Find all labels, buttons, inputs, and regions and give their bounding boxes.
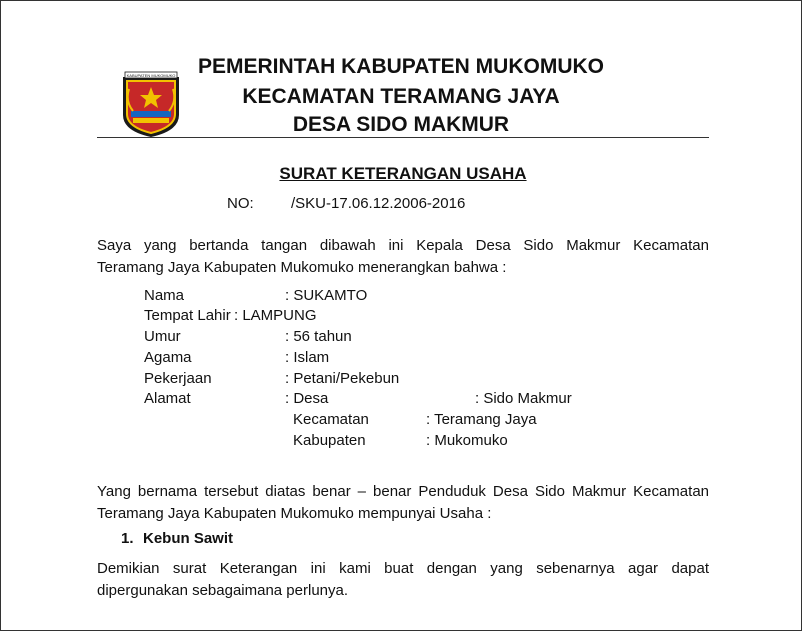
field-agama-value: : Islam	[285, 349, 330, 366]
field-umur-label: Umur	[144, 328, 181, 345]
field-agama-label: Agama	[144, 349, 192, 366]
intro-paragraph	[97, 235, 709, 279]
business-number: 1.	[121, 530, 134, 547]
field-kecamatan-value: : Teramang Jaya	[426, 411, 537, 428]
intro-line-2: Teramang Jaya Kabupaten Mukomuko menerangkan bahwa :	[97, 259, 507, 276]
field-alamat-label: Alamat	[144, 390, 191, 407]
header-desa: DESA SIDO MAKMUR	[292, 113, 510, 136]
number-label: NO:	[227, 195, 254, 212]
header-government: PEMERINTAH KABUPATEN MUKOMUKO	[198, 55, 604, 78]
field-umur-value: : 56 tahun	[285, 328, 352, 345]
closing-line-2: dipergunakan sebagaimana perlunya.	[97, 582, 349, 599]
field-kabupaten-label: Kabupaten	[293, 432, 366, 449]
closing-line-1: Demikian surat Keterangan ini kami buat dengan yang sebenarnya agar dapat	[97, 560, 709, 577]
field-alamat-desa-value: : Sido Makmur	[475, 390, 572, 407]
field-pekerjaan-value: : Petani/Pekebun	[285, 370, 400, 387]
field-kecamatan-label: Kecamatan	[293, 411, 369, 428]
intro-line-1: Saya yang bertanda tangan dibawah ini Kepala Desa Sido Makmur Kecamatan	[97, 237, 709, 254]
field-pekerjaan-label: Pekerjaan	[144, 370, 212, 387]
field-nama-value: : SUKAMTO	[285, 287, 368, 304]
field-alamat-desa-label: : Desa	[285, 390, 329, 407]
document-title: SURAT KETERANGAN USAHA	[279, 164, 527, 183]
business-name: Kebun Sawit	[143, 530, 234, 547]
header-kecamatan: KECAMATAN TERAMANG JAYA	[242, 85, 560, 108]
field-nama-label: Nama	[144, 287, 185, 304]
header-divider	[97, 137, 709, 138]
field-ttl-value: : LAMPUNG	[234, 307, 317, 324]
field-kabupaten-value: : Mukomuko	[426, 432, 508, 449]
statement-line-1: Yang bernama tersebut diatas benar – benar Penduduk Desa Sido Makmur Kecamatan	[97, 483, 709, 500]
statement-line-2: Teramang Jaya Kabupaten Mukomuko mempunyai Usaha :	[97, 505, 492, 522]
number-value: /SKU-17.06.12.2006-2016	[291, 195, 466, 212]
field-ttl-label: Tempat Lahir	[144, 307, 231, 324]
svg-text:KABUPATEN MUKOMUKO: KABUPATEN MUKOMUKO	[126, 73, 176, 78]
statement-paragraph	[97, 481, 709, 525]
closing-paragraph	[97, 558, 709, 602]
